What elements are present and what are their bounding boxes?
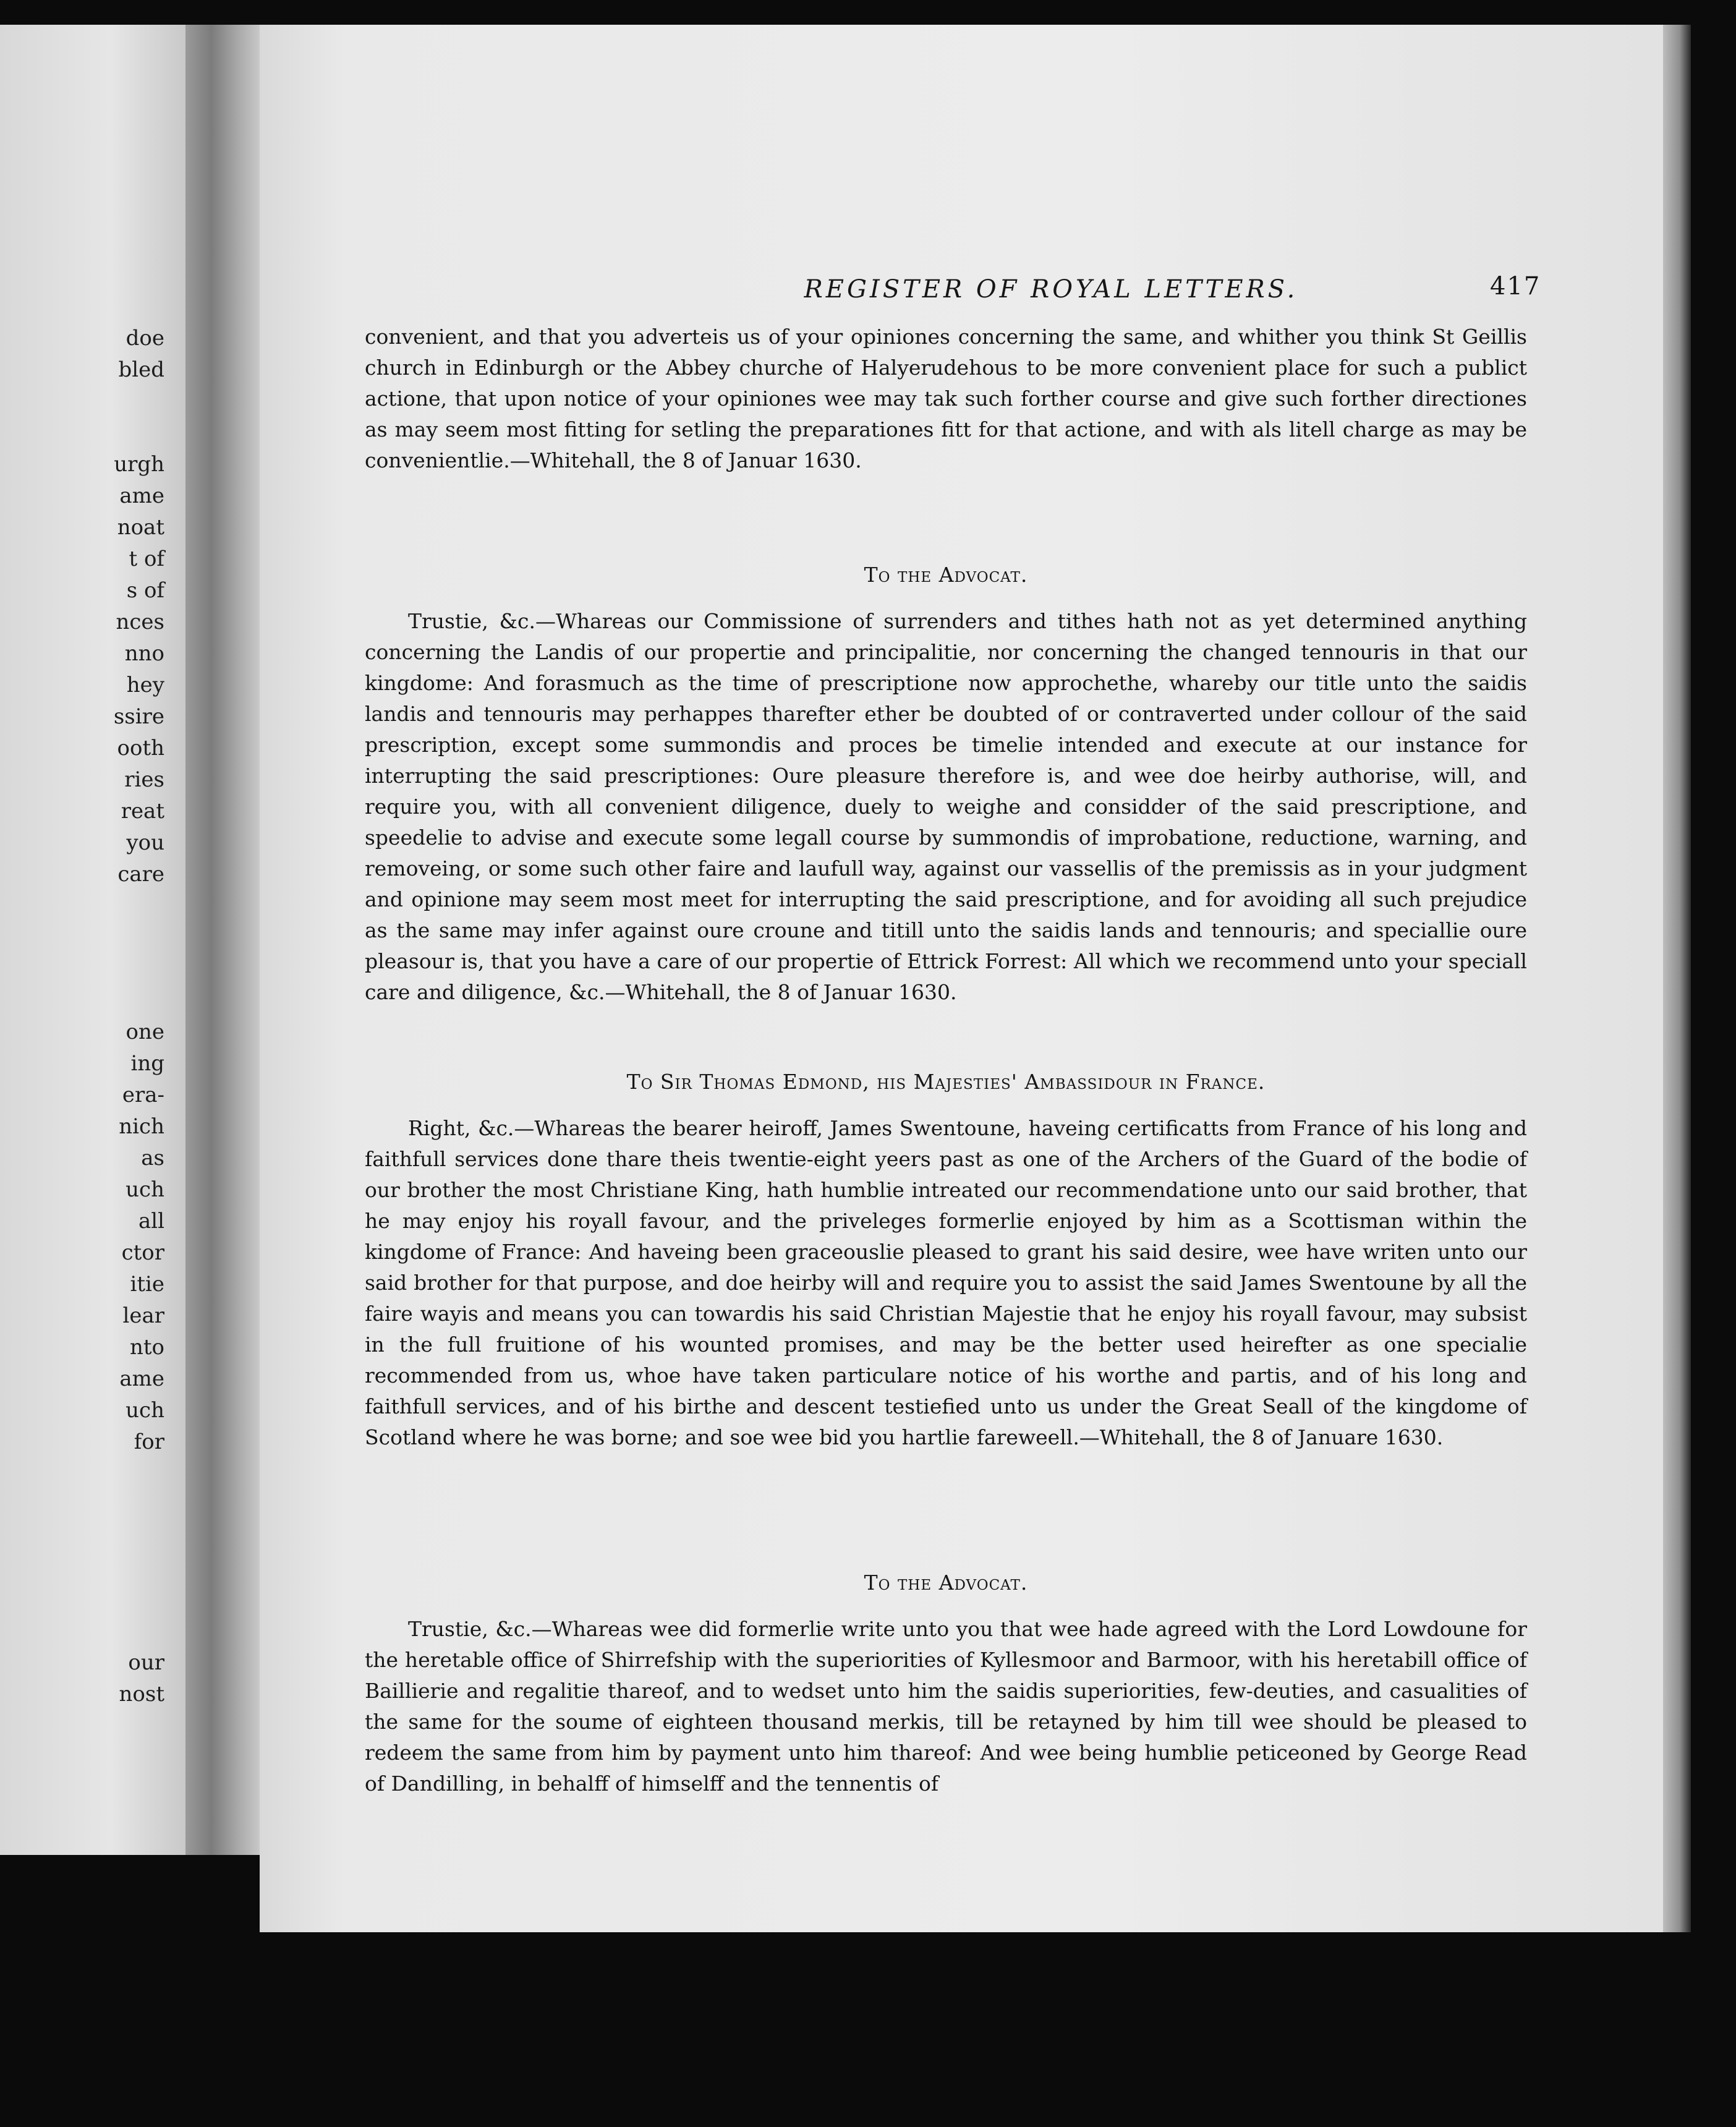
- facing-page-fragment: s of: [126, 578, 164, 603]
- letter-heading: To the Advocat.: [864, 563, 1028, 587]
- facing-page-fragment: t of: [129, 547, 164, 571]
- page-number: 417: [1490, 272, 1541, 301]
- document-page: [260, 25, 1663, 1932]
- continuation-text: convenient, and that you adverteis us of your opiniones concerning the same, and whither you think St Geillis church in Edinburgh or the Abbey churche of Halyerudehous to be more convenient place for such a publict actione, that upon notice of your opiniones wee may tak such forther course and give such forther directiones as may seem most fitting for setling the preparationes fitt for that actione, and with als litell charge as may be convenientlie.—Whitehall, the 8 of Januar 1630.: [365, 325, 1527, 472]
- facing-page-fragment: ame: [119, 1366, 164, 1391]
- facing-page-fragment: as: [141, 1146, 164, 1170]
- letter-text: Trustie, &c.—Whareas our Commissione of surrenders and tithes hath not as yet determined anything concerning the Landis of our propertie and principalitie, nor concerning the changed tennouris in that our kingdome: And forasmuch as the time of prescriptione now approchethe, whareby our title unto the saidis landis and tennouris may perhappes tharefter ether be doubted of or contraverted under collour of the said prescription, except some summondis and proces be timelie intended and execute at our instance for interrupting the said prescriptiones: Oure pleasure therefore is, and wee doe heirby authorise, will, and require you, with all convenient diligence, duely to weighe and considder of the said prescriptione, and speedelie to advise and execute some legall course by summondis of improbatione, reductione, warning, and removeing, or some such other faire and laufull way, against our vassellis of the premissis as in your judgment and opinione may seem most meet for interrupting the said prescriptione, and for avoiding all such prejudice as the same may infer against oure croune and titill unto the saidis lands and tennouris; and speciallie oure pleasour is, that you have a care of our propertie of Ettrick Forrest: All which we recommend unto your speciall care and diligence, &c.—Whitehall, the 8 of Januar 1630.: [365, 609, 1527, 1004]
- facing-page-fragment: ooth: [117, 736, 164, 761]
- facing-page-fragment: nost: [119, 1682, 164, 1707]
- book-gutter: [185, 25, 260, 1855]
- facing-page-fragment: our: [128, 1650, 164, 1675]
- running-head: REGISTER OF ROYAL LETTERS.: [804, 275, 1298, 304]
- facing-page-fragment: uch: [126, 1398, 164, 1423]
- facing-page-fragment: nto: [129, 1335, 164, 1360]
- facing-page-fragment: bled: [118, 357, 164, 382]
- letter-body: [365, 606, 1527, 1008]
- facing-page-fragment: noat: [117, 515, 164, 540]
- facing-page-fragment: itie: [130, 1272, 164, 1297]
- facing-page-fragment: uch: [126, 1177, 164, 1202]
- facing-page-fragment: hey: [126, 673, 164, 697]
- facing-page-fragment: nich: [119, 1114, 164, 1139]
- facing-page-fragment: care: [117, 862, 164, 887]
- facing-page-fragment: urgh: [114, 452, 164, 477]
- facing-page-fragment: for: [134, 1430, 164, 1454]
- facing-page-fragment: nno: [124, 641, 164, 666]
- facing-page-fragment: reat: [121, 799, 164, 824]
- facing-page-fragment: you: [126, 830, 164, 855]
- letter-heading: To Sir Thomas Edmond, his Majesties' Ambassidour in France.: [626, 1070, 1266, 1094]
- facing-page-fragment: lear: [122, 1303, 164, 1328]
- letter-text: Right, &c.—Whareas the bearer heiroff, James Swentoune, haveing certificatts from France of his long and faithfull services done thare theis twentie-eight yeers past as one of the Archers of the Guard of the bodie of our brother the most Christiane King, hath humblie intreated our recommendatione unto our said brother, that he may enjoy his royall favour, and the priveleges formerlie enjoyed by him as a Scottisman within the kingdome of France: And haveing been graceouslie pleased to grant his said desire, wee have writen unto our said brother for that purpose, and doe heirby will and require you to assist the said James Swentoune by all the faire wayis and means you can towardis his said Christian Majestie that he enjoy his royall favour, may subsist in the full fruitione of his wounted promises, and may be the better used heirefter as one specialie recommended from us, whoe have taken particulare notice of his worthe and partis, and of his long and faithfull services, and of his birthe and descent testiefied unto us under the Great Seall of the kingdome of Scotland where he was borne; and soe wee bid you hartlie fareweell.—Whitehall, the 8 of Januare 1630.: [365, 1116, 1527, 1449]
- facing-page-fragment: nces: [116, 610, 164, 634]
- facing-page-left: [0, 25, 185, 1855]
- continuation-paragraph: [365, 322, 1527, 476]
- facing-page-fragment: era-: [122, 1083, 164, 1107]
- letter-heading: To the Advocat.: [864, 1571, 1028, 1595]
- facing-page-fragment: all: [138, 1209, 164, 1234]
- facing-page-fragment: ries: [124, 767, 164, 792]
- facing-page-fragment: ing: [130, 1051, 164, 1076]
- facing-page-fragment: ame: [119, 484, 164, 508]
- letter-text: Trustie, &c.—Whareas wee did formerlie write unto you that wee hade agreed with the Lord Lowdoune for the heretable office of Shirrefship with the superiorities of Kyllesmoor and Barmoor, with his heretabill office of Baillierie and regalitie thareof, and to wedset unto him the saidis superiorities, few-deuties, and casualities of the same for the soume of eighteen thousand merkis, till be retayned by him till wee should be pleased to redeem the same from him by payment unto him thareof: And wee being humblie peticeoned by George Read of Dandilling, in behalff of himselff and the tennentis of: [365, 1617, 1527, 1796]
- letter-body: [365, 1614, 1527, 1799]
- facing-page-fragment: one: [126, 1020, 164, 1044]
- letter-body: [365, 1113, 1527, 1453]
- page-edge: [1663, 25, 1691, 1932]
- facing-page-fragment: ctor: [121, 1240, 164, 1265]
- facing-page-fragment: doe: [126, 326, 164, 351]
- facing-page-fragment: ssire: [113, 704, 164, 729]
